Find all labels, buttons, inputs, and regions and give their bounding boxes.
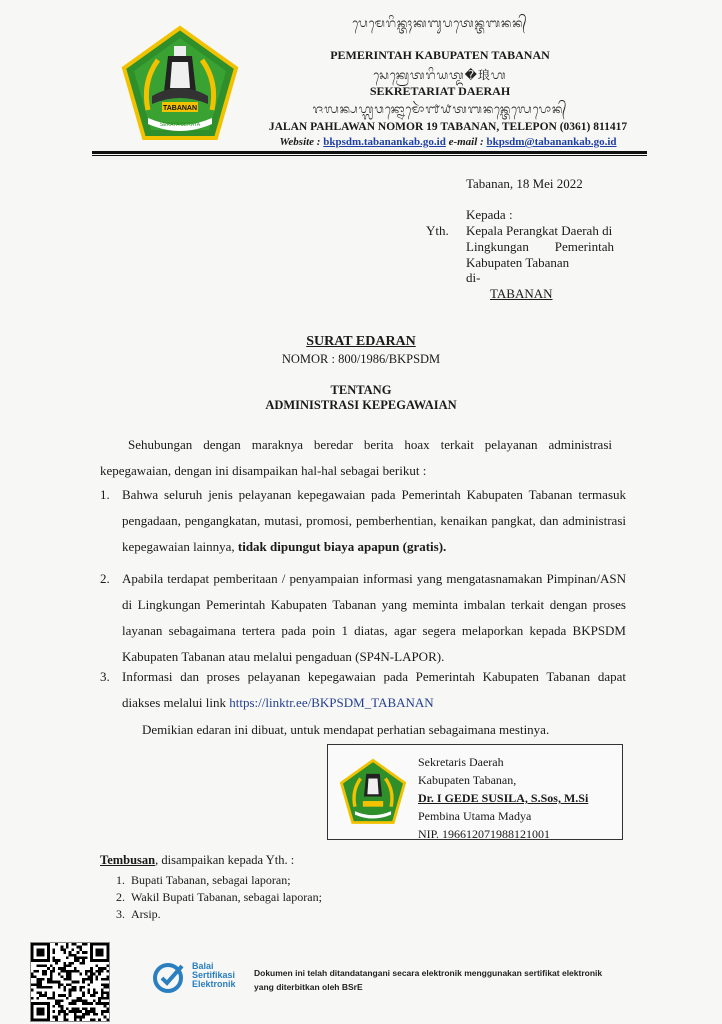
point-1-text: Bahwa seluruh jenis pelayanan kepegawaian pada Pemerintah Kabupaten Tabanan termasuk pengadaan, pengangkatan, mutasi, promosi, pemberhentian, kenaikan pangkat, dan administrasi kepegawaian lainnya, (122, 487, 626, 554)
email-link[interactable]: bkpsdm@tabanankab.go.id (486, 136, 617, 148)
recipient-di: di- (466, 270, 481, 285)
recipient-city: TABANAN (490, 286, 553, 301)
list-item (116, 889, 322, 906)
website-label: Website : (279, 136, 321, 148)
bsre-word-2: Sertifikasi (192, 970, 236, 980)
signature-position: Sekretaris Daerah (418, 755, 504, 769)
website-link[interactable]: bkpsdm.tabanankab.go.id (323, 136, 446, 148)
list-item (116, 872, 322, 889)
list-item-number: 3. (116, 907, 125, 921)
svg-text:TABANAN: TABANAN (162, 105, 198, 112)
signature-seal-logo (338, 757, 408, 827)
balinese-script-line-1: ᬧᬾᬫᬾᬭᬶᬦ᭄ᬢᬄᬓᬩᬸᬧᬢᬾᬦ᭄ᬢᬩᬦᬦ᭄ (352, 16, 528, 30)
recipient-kepada: Kepada : (466, 207, 513, 222)
letter-title: SURAT EDARAN (306, 334, 416, 349)
signature-nip: NIP. 196612071988121001 (418, 827, 551, 841)
letterhead-rule-thin (92, 155, 647, 156)
point-1 (122, 482, 626, 560)
letterhead-rule-thick (92, 151, 647, 154)
bsre-word-3: Elektronik (192, 979, 236, 989)
recipient-line-1: Kepala Perangkat Daerah di (466, 223, 613, 238)
balinese-script-line-2: ᬲᬾᬓ᭄ᬭᬾᬢᬭᬶᬬᬢ᭄ᬤ�琅ᬳ (373, 68, 507, 82)
letter-number: NOMOR : 800/1986/BKPSDM (281, 352, 441, 366)
svg-text:SERAYA SERAYA: SERAYA SERAYA (159, 122, 201, 128)
recipient-yth: Yth. (426, 223, 449, 238)
tembusan-heading (100, 853, 294, 868)
letterhead-subtitle: SEKRETARIAT DAERAH (369, 84, 511, 98)
recipient-line-2b: Pemerintah (554, 239, 614, 254)
letterhead-title: PEMERINTAH KABUPATEN TABANAN (330, 48, 550, 62)
list-item (116, 906, 322, 923)
signature-block (327, 744, 623, 840)
linktree-link[interactable]: https://linktr.ee/BKPSDM_TABANAN (229, 695, 434, 710)
tembusan-label: Tembusan (100, 853, 156, 867)
list-item-text: Bupati Tabanan, sebagai laporan; (131, 873, 291, 887)
letterhead-address: JALAN PAHLAWAN NOMOR 19 TABANAN, TELEPON (0361) 811417 (268, 121, 628, 133)
closing-paragraph: Demikian edaran ini dibuat, untuk mendapat perhatian sebagaimana mestinya. (142, 722, 550, 737)
e-signature-note-2: yang diterbitkan oleh BSrE (254, 982, 363, 992)
qr-code-icon (30, 942, 110, 1022)
intro-text: Sehubungan dengan maraknya beredar berita hoax terkait pelayanan administrasi kepegawaian, dengan ini disampaikan hal-hal sebagai berikut : (100, 437, 612, 478)
recipient-line-2a: Lingkungan (466, 239, 529, 254)
tabanan-regency-logo (118, 22, 242, 146)
e-signature-note-1: Dokumen ini telah ditandatangani secara elektronik menggunakan sertifikat elektronik (254, 968, 603, 978)
list-item-number: 1. (116, 873, 125, 887)
point-3-text: Informasi dan proses pelayanan kepegawaian pada Pemerintah Kabupaten Tabanan dapat diakses melalui link (122, 669, 626, 710)
point-1-number: 1. (100, 487, 110, 502)
signature-org: Kabupaten Tabanan, (418, 773, 517, 787)
bsre-word-1: Balai (192, 961, 214, 971)
list-item-text: Arsip. (131, 907, 161, 921)
point-1-bold-text: tidak dipungut biaya apapun (gratis). (237, 539, 447, 554)
bsre-logo-icon (152, 960, 188, 994)
point-2-number: 2. (100, 571, 110, 586)
recipient-line-3: Kabupaten Tabanan (466, 255, 570, 270)
letter-tentang: TENTANG (330, 383, 392, 397)
signature-name: Dr. I GEDE SUSILA, S.Sos, M.Si (418, 791, 589, 805)
point-2-text: Apabila terdapat pemberitaan / penyampaian informasi yang mengatasnamakan Pimpinan/ASN di Lingkungan Pemerintah Kabupaten Tabanan yang meminta imbalan terkait dengan proses layanan sebagaimana tertera pada poin 1 diatas, agar segera melaporkan kepada BKPSDM Kabupaten Tabanan atau melalui pengaduan (SP4N-LAPOR). (122, 571, 626, 664)
letter-subject: ADMINISTRASI KEPEGAWAIAN (265, 398, 457, 412)
bsre-wordmark (192, 962, 236, 989)
signature-rank: Pembina Utama Madya (418, 809, 532, 823)
list-item-text: Wakil Bupati Tabanan, sebagai laporan; (131, 890, 322, 904)
letterhead-contact (238, 136, 658, 148)
recipient-line-2 (466, 239, 614, 255)
intro-paragraph (100, 432, 612, 484)
point-3-number: 3. (100, 669, 110, 684)
list-item-number: 2. (116, 890, 125, 904)
tembusan-rest: , disampaikan kepada Yth. : (155, 853, 295, 867)
point-2 (122, 566, 626, 670)
email-label: e-mail : (448, 136, 484, 148)
tembusan-list (116, 872, 322, 923)
balinese-script-line-3: ᬚᬮᬦ᭄ᬧᬳ᭄ᬮᬯᬦ᭄ᬦᭀᬫᭀᬃ᭑᭙ᬢᬩᬦᬦ᭄ᬢᬾᬮᬾᬧᭀᬦ᭄ (312, 102, 568, 116)
date-place: Tabanan, 18 Mei 2022 (466, 176, 583, 191)
point-3 (122, 664, 626, 716)
